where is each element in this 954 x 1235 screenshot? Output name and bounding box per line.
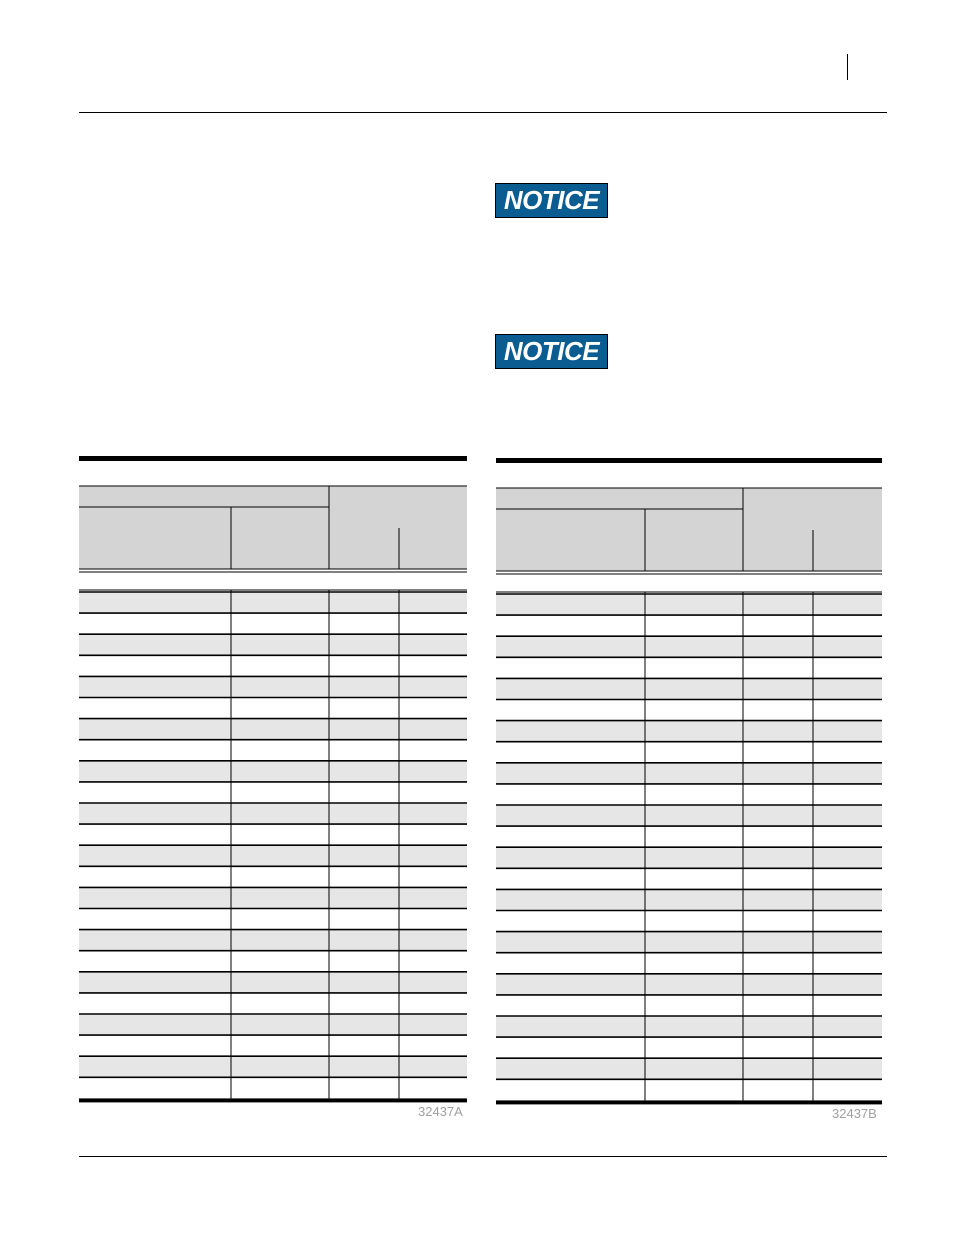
table-row bbox=[79, 1077, 467, 1098]
table-row bbox=[79, 845, 467, 866]
table-row bbox=[496, 932, 882, 953]
header-vertical-bar bbox=[847, 54, 848, 80]
table-row bbox=[496, 889, 882, 910]
table-header-bg bbox=[496, 488, 882, 571]
table-row bbox=[79, 1056, 467, 1077]
torque-table-right bbox=[496, 458, 884, 1108]
table-row bbox=[496, 700, 882, 721]
table-row bbox=[79, 972, 467, 993]
table-row bbox=[496, 657, 882, 678]
table-row bbox=[496, 1079, 882, 1100]
table-row bbox=[496, 847, 882, 868]
table-row bbox=[496, 594, 882, 615]
table-row bbox=[79, 993, 467, 1014]
table-row bbox=[79, 761, 467, 782]
table-row bbox=[496, 805, 882, 826]
table-row bbox=[496, 784, 882, 805]
table-row bbox=[79, 634, 467, 655]
notice-badge: NOTICE bbox=[498, 186, 605, 215]
footer-rule bbox=[79, 1156, 887, 1157]
table-row bbox=[496, 763, 882, 784]
table-row bbox=[496, 1058, 882, 1079]
table-row bbox=[79, 824, 467, 845]
table-row bbox=[79, 740, 467, 761]
table-row bbox=[496, 721, 882, 742]
table-row bbox=[79, 951, 467, 972]
table-row bbox=[79, 592, 467, 613]
torque-table-left bbox=[79, 456, 469, 1106]
table-row bbox=[79, 655, 467, 676]
header-rule bbox=[79, 112, 887, 113]
table-row bbox=[79, 803, 467, 824]
table-row bbox=[79, 887, 467, 908]
table-row bbox=[79, 909, 467, 930]
table-row bbox=[496, 615, 882, 636]
table-row bbox=[496, 911, 882, 932]
table-row bbox=[496, 742, 882, 763]
notice-badge: NOTICE bbox=[498, 337, 605, 366]
table-row bbox=[496, 953, 882, 974]
table-row bbox=[496, 1037, 882, 1058]
table-row bbox=[79, 1014, 467, 1035]
table-row bbox=[79, 1035, 467, 1056]
table-row bbox=[79, 866, 467, 887]
table-row bbox=[79, 719, 467, 740]
table-bottom-bar bbox=[79, 1098, 467, 1102]
table-row bbox=[496, 1016, 882, 1037]
table-header-bg bbox=[79, 486, 467, 569]
table-row bbox=[79, 613, 467, 634]
table-top-bar bbox=[496, 458, 882, 463]
table-row bbox=[496, 995, 882, 1016]
table-row bbox=[496, 636, 882, 657]
table-row bbox=[79, 782, 467, 803]
table-row bbox=[496, 974, 882, 995]
table-row bbox=[79, 930, 467, 951]
table-row bbox=[496, 826, 882, 847]
table-row bbox=[79, 698, 467, 719]
table-bottom-bar bbox=[496, 1100, 882, 1104]
table-row bbox=[496, 678, 882, 699]
table-top-bar bbox=[79, 456, 467, 461]
table-row bbox=[496, 868, 882, 889]
table-row bbox=[79, 676, 467, 697]
figure-label: 32437B bbox=[832, 1106, 877, 1121]
figure-label: 32437A bbox=[418, 1104, 463, 1119]
